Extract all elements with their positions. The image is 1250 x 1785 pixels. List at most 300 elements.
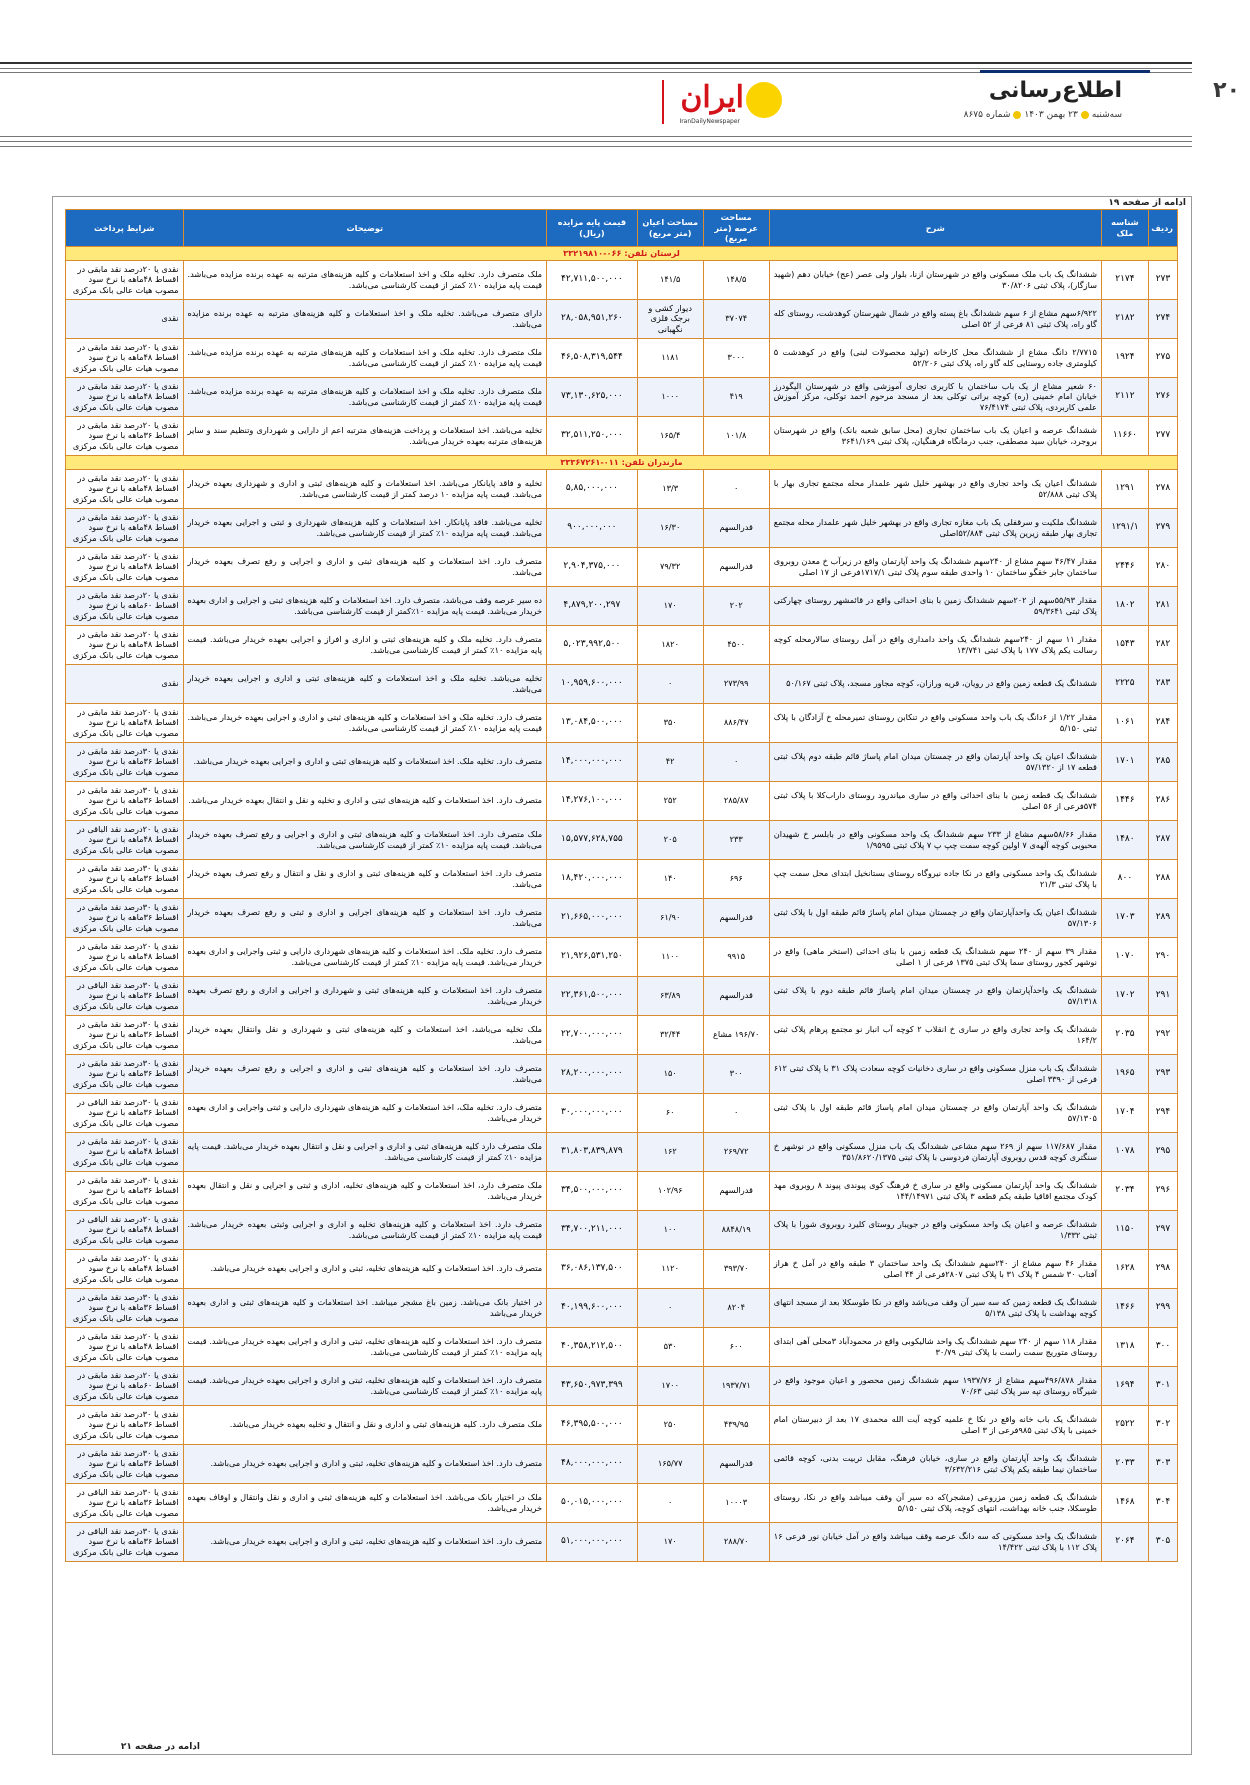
base-price: ۳۲,۵۱۱,۲۵۰,۰۰۰ bbox=[547, 416, 638, 455]
province-header bbox=[66, 455, 1178, 469]
land-area: ۸۸۶/۴۷ bbox=[703, 703, 769, 742]
table-row bbox=[66, 508, 1178, 547]
built-area: ۱۱۸۱ bbox=[637, 338, 703, 377]
built-area: ۱۴۰ bbox=[637, 859, 703, 898]
logo-bar bbox=[662, 80, 664, 124]
built-area: ۱۵۰ bbox=[637, 1054, 703, 1093]
table-row bbox=[66, 338, 1178, 377]
continued-from: ادامه از صفحه ۱۹ bbox=[1108, 198, 1186, 208]
base-price: ۳۴,۵۰۰,۰۰۰,۰۰۰ bbox=[547, 1171, 638, 1210]
payment-terms: نقدی یا ۲۰درصد نقد مابقی در اقساط ۴۸ماهه با نرخ سود مصوب هیات عالی بانک مرکزی bbox=[66, 260, 184, 299]
notes: ملک متصرف دارد، اخذ استعلامات و کلیه هزینه‌های تخلیه، اداری و ثبتی و اجرایی و نقل و انتقال بعهده خریدار می‌باشد. bbox=[183, 1171, 547, 1210]
built-area: ۱۰۰۰ bbox=[637, 377, 703, 416]
table-row bbox=[66, 1327, 1178, 1366]
base-price: ۲,۹۰۴,۳۷۵,۰۰۰ bbox=[547, 547, 638, 586]
base-price: ۴۶,۵۰۸,۳۱۹,۵۴۴ bbox=[547, 338, 638, 377]
payment-terms: نقدی یا ۲۰درصد نقد مابقی در اقساط ۴۸ماهه با نرخ سود مصوب هیات عالی بانک مرکزی bbox=[66, 937, 184, 976]
payment-terms: نقدی یا ۲۰درصد نقد الباقی در اقساط ۴۸ماهه با نرخ سود مصوب هیات عالی بانک مرکزی bbox=[66, 1210, 184, 1249]
base-price: ۴۸,۰۰۰,۰۰۰,۰۰۰ bbox=[547, 1444, 638, 1483]
property-id: ۱۲۹۱ bbox=[1101, 469, 1148, 508]
col-header: شرح bbox=[769, 210, 1101, 247]
table-row bbox=[66, 859, 1178, 898]
description: ششدانگ یک واحد آپارتمان واقع در چمستان میدان امام پاساژ قائم طبقه اول با پلاک ثبتی ۵۷/۱۳۰۵ bbox=[769, 1093, 1101, 1132]
province-header bbox=[66, 246, 1178, 260]
table-row bbox=[66, 625, 1178, 664]
built-area: ۶۳/۸۹ bbox=[637, 976, 703, 1015]
continued-to: ادامه در صفحه ۲۱ bbox=[120, 1742, 200, 1752]
table-row bbox=[66, 469, 1178, 508]
built-area: ۱۴۱/۵ bbox=[637, 260, 703, 299]
table-row bbox=[66, 1015, 1178, 1054]
property-id: ۱۶۲۸ bbox=[1101, 1249, 1148, 1288]
notes: متصرف دارد. تخلیه ملک و اخذ استعلامات و کلیه هزینه‌های ثبتی و اداری و اجرایی بعهده خریدار می‌باشد. قیمت پایه مزایده ۱۰٪ کمتر از قیمت کارشناسی می‌باشد. bbox=[183, 703, 547, 742]
row-number: ۲۷۸ bbox=[1148, 469, 1177, 508]
land-area: ۱۰۰۰۳ bbox=[703, 1483, 769, 1522]
description: ششدانگ عرصه و اعیان یک باب ساختمان تجاری (محل سابق شعبه بانک) واقع در شهرستان بروجرد، خیابان سید مصطفی، جنب درمانگاه فرهنگیان، پلاک ثبتی ۳۶۴۱/۱۶۹ bbox=[769, 416, 1101, 455]
table-row bbox=[66, 1249, 1178, 1288]
table-row bbox=[66, 976, 1178, 1015]
auction-table bbox=[65, 209, 1178, 1562]
property-id: ۲۵۲۲ bbox=[1101, 1405, 1148, 1444]
payment-terms: نقدی یا ۲۰درصد نقد مابقی در اقساط ۳۶ماهه با نرخ سود مصوب هیات عالی بانک مرکزی bbox=[66, 416, 184, 455]
notes: متصرف دارد. اخذ استعلامات و کلیه هزینه‌های ثبتی و اداری و نقل و انتقال و رفع تصرف بعهده خریدار می‌باشد. bbox=[183, 859, 547, 898]
row-number: ۲۷۷ bbox=[1148, 416, 1177, 455]
description: مقدار ۱۱۷/۶۸۷ سهم از ۲۶۹ سهم مشاعی ششدانگ یک باب منزل مسکونی واقع در نوشهر خ سنگتری کوچه قدس روبروی آپارتمان فردوسی با پلاک ثبتی ۳۵۱/۸۶۲۰/۱۳۷۵ bbox=[769, 1132, 1101, 1171]
description: مقدار ۴۹۶/۸۷۸سهم مشاع از ۱۹۳۷/۷۶ سهم ششدانگ زمین محصور و اعیان موجود واقع در شیرگاه روستای تپه سر پلاک ثبتی ۷۰/۶۳ bbox=[769, 1366, 1101, 1405]
page-number: ۲۰ bbox=[1213, 78, 1240, 103]
row-number: ۲۹۶ bbox=[1148, 1171, 1177, 1210]
property-id: ۱۴۶۸ bbox=[1101, 1483, 1148, 1522]
property-id: ۱۸۰۲ bbox=[1101, 586, 1148, 625]
col-header: شناسه ملک bbox=[1101, 210, 1148, 247]
payment-terms: نقدی bbox=[66, 664, 184, 703]
col-header: شرایط پرداخت bbox=[66, 210, 184, 247]
property-id: ۲۴۴۶ bbox=[1101, 547, 1148, 586]
built-area: ۳۵۰ bbox=[637, 703, 703, 742]
table-row bbox=[66, 1444, 1178, 1483]
property-id: ۱۱۶۶۰ bbox=[1101, 416, 1148, 455]
payment-terms: نقدی یا ۳۰درصد نقد مابقی در اقساط ۳۶ماهه با نرخ سود مصوب هیات عالی بانک مرکزی bbox=[66, 1171, 184, 1210]
row-number: ۲۷۴ bbox=[1148, 299, 1177, 338]
description: ششدانگ یک قطعه زمین مزروعی (مشجر)که ده سیر آن وقف میباشد واقع در نکا، روستای طوسکلا، جنب خانه بهداشت، انتهای کوچه، پلاک ثبتی ۵/۱۵۰ bbox=[769, 1483, 1101, 1522]
built-area: ۱۸۲۰ bbox=[637, 625, 703, 664]
notes: متصرف دارد. اخذ استعلامات و کلیه هزینه‌های ثبتی و شهرداری و اجرایی و اداری و رفع تصرف بعهده خریدار می‌باشد. bbox=[183, 976, 547, 1015]
notes: در اختیار بانک می‌باشد. زمین باغ مشجر میباشد. اخذ استعلامات و کلیه هزینه‌های ثبتی و اداری بعهده خریدار می‌باشد bbox=[183, 1288, 547, 1327]
description: ۶/۹۲۲سهم مشاع از ۶ سهم ششدانگ باغ پسته واقع در شمال شهرستان کوهدشت، روستای کله گاو راه، پلاک ثبتی ۸۱ فرعی از ۵۲ اصلی bbox=[769, 299, 1101, 338]
base-price: ۵۰,۰۱۵,۰۰۰,۰۰۰ bbox=[547, 1483, 638, 1522]
property-id: ۱۲۹۱/۱ bbox=[1101, 508, 1148, 547]
land-area: ۲۸۵/۸۷ bbox=[703, 781, 769, 820]
row-number: ۲۹۹ bbox=[1148, 1288, 1177, 1327]
payment-terms: نقدی یا ۳۰درصد نقد مابقی در اقساط ۳۶ماهه با نرخ سود مصوب هیات عالی بانک مرکزی bbox=[66, 1405, 184, 1444]
payment-terms: نقدی یا ۳۰درصد نقد مابقی در اقساط ۳۶ماهه با نرخ سود مصوب هیات عالی بانک مرکزی bbox=[66, 859, 184, 898]
base-price: ۳۴,۷۰۰,۲۱۱,۰۰۰ bbox=[547, 1210, 638, 1249]
land-area: قدرالسهم bbox=[703, 547, 769, 586]
table-row bbox=[66, 377, 1178, 416]
notes: متصرف دارد. تخلیه ملک و کلیه هزینه‌های ثبتی و اداری و افراز و اجرایی بعهده خریدار می‌باشد. قیمت پایه مزایده ۱۰٪ کمتر از قیمت کارشناسی می‌باشد. bbox=[183, 625, 547, 664]
land-area: ۰ bbox=[703, 1093, 769, 1132]
description: ششدانگ اعیان یک واحد آپارتمان واقع در چمستان میدان امام پاساژ قائم طبقه دوم پلاک ثبتی قطعه ۱۷ از ۵۷/۱۳۲۰ bbox=[769, 742, 1101, 781]
built-area: ۱۱۲۰ bbox=[637, 1249, 703, 1288]
row-number: ۳۰۴ bbox=[1148, 1483, 1177, 1522]
sun-icon bbox=[746, 82, 782, 118]
land-area: ۳۰۰۰ bbox=[703, 338, 769, 377]
property-id: ۱۷۰۱ bbox=[1101, 742, 1148, 781]
property-id: ۱۰۷۸ bbox=[1101, 1132, 1148, 1171]
payment-terms: نقدی یا ۳۰درصد نقد الباقی در اقساط ۳۶ماهه با نرخ سود مصوب هیات عالی بانک مرکزی bbox=[66, 1483, 184, 1522]
payment-terms: نقدی یا ۳۰درصد نقد الباقی در اقساط ۳۶ماهه با نرخ سود مصوب هیات عالی بانک مرکزی bbox=[66, 1093, 184, 1132]
header-rule-bottom bbox=[0, 141, 1192, 142]
description: ششدانگ یک واحد تجاری واقع در ساری خ انقلاب ۲ کوچه آب انبار نو مجتمع پرهام پلاک ثبتی ۱۶۴/۲ bbox=[769, 1015, 1101, 1054]
row-number: ۲۷۶ bbox=[1148, 377, 1177, 416]
notes: ده سیر عرصه وقف می‌باشد، متصرف دارد. اخذ استعلامات و کلیه هزینه‌های ثبتی و اجرایی و اداری بعهده خریدار می‌باشد. قیمت پایه مزایده ۱۰٪کمتر از قیمت کارشناسی می‌باشد. bbox=[183, 586, 547, 625]
property-id: ۱۴۶۶ bbox=[1101, 1288, 1148, 1327]
header-rule bbox=[0, 68, 1192, 69]
row-number: ۲۸۷ bbox=[1148, 820, 1177, 859]
payment-terms: نقدی یا ۳۰درصد نقد مابقی در اقساط ۳۶ماهه با نرخ سود مصوب هیات عالی بانک مرکزی bbox=[66, 898, 184, 937]
payment-terms: نقدی یا ۲۰درصد نقد الباقی در اقساط ۴۸ماهه با نرخ سود مصوب هیات عالی بانک مرکزی bbox=[66, 820, 184, 859]
description: مقدار ۳۹ سهم از ۲۴۰ سهم ششدانگ یک قطعه زمین با بنای احداثی (استخر ماهی) واقع در نوشهر کجور روستای سما پلاک ثبتی ۱۳۷۵ فرعی از ۱ اصلی bbox=[769, 937, 1101, 976]
property-id: ۲۱۸۲ bbox=[1101, 299, 1148, 338]
description: ششدانگ یک واحد آپارتمان واقع در ساری، خیابان فرهنگ، مقابل تربیت بدنی، کوچه قائمی ساختمان نیما طبقه یکم پلاک ثبتی ۳/۶۳۲/۲۱۶ bbox=[769, 1444, 1101, 1483]
row-number: ۲۸۰ bbox=[1148, 547, 1177, 586]
built-area: ۴۲ bbox=[637, 742, 703, 781]
land-area: ۲۳۳ bbox=[703, 820, 769, 859]
description: مقدار ۵۸/۶۶سهم مشاع از ۲۳۳ سهم ششدانگ یک واحد مسکونی واقع در بابلسر خ شهیدان محبوبی کوچه آلهه‌ی ۷ اولین کوچه سمت چپ پ ۷ پلاک ثبتی ۱/۹۵۹۵ bbox=[769, 820, 1101, 859]
land-area: ۱۴۸/۵ bbox=[703, 260, 769, 299]
table-row bbox=[66, 416, 1178, 455]
land-area: ۸۸۴۸/۱۹ bbox=[703, 1210, 769, 1249]
notes: متصرف دارد. اخذ استعلامات و کلیه هزینه‌های تخلیه و اداری و اجرایی وثبتی بعهده خریدار می‌باشد. قیمت پایه مزایده ۱۰٪ کمتر از قیمت کارشناسی می‌باشد. bbox=[183, 1210, 547, 1249]
description: مقدار ۴۶ سهم مشاع از ۲۴۰سهم ششدانگ یک واحد ساختمان ۳ طبقه واقع در آمل خ هراز آفتاب ۳۰ شمس ۴ پلاک ۳۱ با پلاک ثبتی ۲۸۰۷فرعی از ۴۴ اصلی bbox=[769, 1249, 1101, 1288]
table-body bbox=[66, 246, 1178, 1561]
land-area: قدرالسهم bbox=[703, 1444, 769, 1483]
payment-terms: نقدی یا ۳۰درصد نقد الباقی در اقساط ۳۶ماهه با نرخ سود مصوب هیات عالی بانک مرکزی bbox=[66, 1522, 184, 1561]
table-row bbox=[66, 742, 1178, 781]
dot-icon bbox=[1081, 111, 1089, 119]
base-price: ۱۴,۲۷۶,۱۰۰,۰۰۰ bbox=[547, 781, 638, 820]
built-area: ۱۶۵/۴ bbox=[637, 416, 703, 455]
description: ششدانگ یک باب ملک مسکونی واقع در شهرستان ازنا، بلوار ولی عصر (عج) خیابان دهم (شهید سازگار)، پلاک ثبتی ۳۰/۸۲۰۶ bbox=[769, 260, 1101, 299]
row-number: ۲۸۹ bbox=[1148, 898, 1177, 937]
payment-terms: نقدی یا ۲۰درصد نقد مابقی در اقساط ۴۸ماهه با نرخ سود مصوب هیات عالی بانک مرکزی bbox=[66, 469, 184, 508]
property-id: ۲۰۳۴ bbox=[1101, 1171, 1148, 1210]
base-price: ۴۶,۳۹۵,۵۰۰,۰۰۰ bbox=[547, 1405, 638, 1444]
property-id: ۱۶۹۴ bbox=[1101, 1366, 1148, 1405]
base-price: ۱۰,۹۵۹,۶۰۰,۰۰۰ bbox=[547, 664, 638, 703]
payment-terms: نقدی یا ۳۰درصد نقد مابقی در اقساط ۳۶ماهه با نرخ سود مصوب هیات عالی بانک مرکزی bbox=[66, 1288, 184, 1327]
payment-terms: نقدی یا ۳۰درصد نقد مابقی در اقساط ۳۶ماهه با نرخ سود مصوب هیات عالی بانک مرکزی bbox=[66, 781, 184, 820]
notes: متصرف دارد. تخلیه ملک. اخذ استعلامات و کلیه هزینه‌های ثبتی و اداری و اجرایی بعهده خریدار می‌باشد. bbox=[183, 742, 547, 781]
land-area: قدرالسهم bbox=[703, 898, 769, 937]
property-id: ۱۳۱۸ bbox=[1101, 1327, 1148, 1366]
table-row bbox=[66, 1210, 1178, 1249]
land-area: ۲۷۳/۹۹ bbox=[703, 664, 769, 703]
row-number: ۲۹۵ bbox=[1148, 1132, 1177, 1171]
property-id: ۱۰۶۱ bbox=[1101, 703, 1148, 742]
notes: ملک متصرف دارد. تخلیه ملک و اخذ استعلامات و کلیه هزینه‌های مترتبه به عهده برنده مزایده می‌باشد. قیمت پایه مزایده ۱۰٪ کمتر از قیمت کارشناسی می‌باشد. bbox=[183, 338, 547, 377]
base-price: ۴۲,۷۱۱,۵۰۰,۰۰۰ bbox=[547, 260, 638, 299]
description: ششدانگ اعیان یک واحدآپارتمان واقع در چمستان میدان امام پاساژ قائم طبقه اول با پلاک ثبتی ۵۷/۱۳۰۶ bbox=[769, 898, 1101, 937]
base-price: ۱۵,۵۷۷,۶۲۸,۷۵۵ bbox=[547, 820, 638, 859]
base-price: ۲۱,۶۶۵,۰۰۰,۰۰۰ bbox=[547, 898, 638, 937]
property-id: ۱۷۰۴ bbox=[1101, 1093, 1148, 1132]
row-number: ۲۸۸ bbox=[1148, 859, 1177, 898]
table-row bbox=[66, 547, 1178, 586]
col-header: ردیف bbox=[1148, 210, 1177, 247]
notes: متصرف دارد. اخذ استعلامات و کلیه هزینه‌های اجرایی و اداری و ثبتی و رفع تصرف بعهده خریدار می‌باشد. bbox=[183, 898, 547, 937]
row-number: ۲۹۱ bbox=[1148, 976, 1177, 1015]
property-id: ۲۰۳۳ bbox=[1101, 1444, 1148, 1483]
base-price: ۲۸,۲۰۰,۰۰۰,۰۰۰ bbox=[547, 1054, 638, 1093]
row-number: ۳۰۳ bbox=[1148, 1444, 1177, 1483]
built-area: ۱۷۰ bbox=[637, 586, 703, 625]
table-header bbox=[66, 210, 1178, 247]
row-number: ۲۷۵ bbox=[1148, 338, 1177, 377]
payment-terms: نقدی یا ۲۰درصد نقد مابقی در اقساط ۴۸ماهه با نرخ سود مصوب هیات عالی بانک مرکزی bbox=[66, 1327, 184, 1366]
base-price: ۱۸,۴۲۰,۰۰۰,۰۰۰ bbox=[547, 859, 638, 898]
dateline-day: سه‌شنبه bbox=[1091, 110, 1122, 120]
notes: دارای متصرف می‌باشد. تخلیه ملک و اخذ استعلامات و کلیه هزینه‌های مترتبه به عهده برنده مزایده می‌باشد. bbox=[183, 299, 547, 338]
section-rule bbox=[980, 70, 1150, 73]
property-id: ۱۷۰۳ bbox=[1101, 898, 1148, 937]
table-row bbox=[66, 1405, 1178, 1444]
property-id: ۲۱۷۴ bbox=[1101, 260, 1148, 299]
notes: ملک تخلیه می‌باشد، اخذ استعلامات و کلیه هزینه‌های ثبتی و شهرداری و نقل وانتقال بعهده خریدار می‌باشد. bbox=[183, 1015, 547, 1054]
notes: متصرف دارد. اخذ استعلامات و کلیه هزینه‌های تخلیه، ثبتی و اداری و اجرایی بعهده خریدار می‌باشد. قیمت پایه مزایده ۱۰٪ کمتر از قیمت کارشناسی می‌باشد. bbox=[183, 1327, 547, 1366]
land-area: ۰ bbox=[703, 469, 769, 508]
table-row bbox=[66, 1522, 1178, 1561]
row-number: ۲۷۹ bbox=[1148, 508, 1177, 547]
payment-terms: نقدی یا ۲۰درصد نقد مابقی در اقساط ۴۸ماهه با نرخ سود مصوب هیات عالی بانک مرکزی bbox=[66, 625, 184, 664]
description: مقدار ۱۱ سهم از ۲۴۰سهم ششدانگ یک واحد دامداری واقع در آمل روستای سالارمحله کوچه رسالت یکم پلاک ۱۷۷ با پلاک ثبتی ۱۳/۷۴۱ bbox=[769, 625, 1101, 664]
row-number: ۳۰۱ bbox=[1148, 1366, 1177, 1405]
base-price: ۹۰۰,۰۰۰,۰۰۰ bbox=[547, 508, 638, 547]
property-id: ۱۷۰۲ bbox=[1101, 976, 1148, 1015]
base-price: ۳۰,۰۰۰,۰۰۰,۰۰۰ bbox=[547, 1093, 638, 1132]
land-area: ۰ bbox=[703, 742, 769, 781]
base-price: ۲۸,۰۵۸,۹۵۱,۲۶۰ bbox=[547, 299, 638, 338]
description: ششدانگ یک واحد آپارتمان مسکونی واقع در ساری خ فرهنگ کوی پیوندی پیوند ۸ روبروی مهد کودک مجتمع اقاقیا طبقه یکم قطعه ۳ پلاک ثبتی ۱۴۴/۱۴۹۷۱ bbox=[769, 1171, 1101, 1210]
notes: ملک متصرف دارد. تخلیه ملک و اخذ استعلامات و کلیه هزینه‌های مترتبه به عهده برنده مزایده می‌باشد. قیمت پایه مزایده ۱۰٪ کمتر از قیمت کارشناسی می‌باشد. bbox=[183, 260, 547, 299]
province-title: مازندران تلفن: ۰۱۱-۳۳۳۶۷۲۶۱ bbox=[66, 455, 1178, 469]
base-price: ۴,۸۷۹,۲۰۰,۲۹۷ bbox=[547, 586, 638, 625]
base-price: ۵۱,۰۰۰,۰۰۰,۰۰۰ bbox=[547, 1522, 638, 1561]
built-area: ۱۷۰ bbox=[637, 1522, 703, 1561]
built-area: ۱۷۰۰ bbox=[637, 1366, 703, 1405]
built-area: ۱۰۰ bbox=[637, 1210, 703, 1249]
land-area: قدرالسهم bbox=[703, 1171, 769, 1210]
description: ششدانگ یک باب منزل مسکونی واقع در ساری دخانیات کوچه سعادت پلاک ۳۱ با پلاک ثبتی ۶۱۲ فرعی از ۳۳۹۰ اصلی bbox=[769, 1054, 1101, 1093]
notes: متصرف دارد. اخذ استعلامات و کلیه هزینه‌های ثبتی و اداری و اجرایی و رفع تصرف بعهده خریدار می‌باشد. bbox=[183, 1054, 547, 1093]
notes: تخلیه می‌باشد. تخلیه ملک و اخذ استعلامات و کلیه هزینه‌های ثبتی و اداری و اجرایی بعهده خریدار می‌باشد. bbox=[183, 664, 547, 703]
notes: ملک متصرف دارد. اخذ استعلامات و کلیه هزینه‌های ثبتی و اداری و اجرایی و رفع تصرف بعهده خریدار می‌باشد. قیمت پایه مزایده ۱۰٪ کمتر از قیمت کارشناسی می‌باشد. bbox=[183, 820, 547, 859]
land-area: ۱۹۶/۷۰ مشاع bbox=[703, 1015, 769, 1054]
base-price: ۴۳,۶۵۰,۹۷۳,۳۹۹ bbox=[547, 1366, 638, 1405]
property-id: ۲۰۳۵ bbox=[1101, 1015, 1148, 1054]
header-rule-bottom bbox=[0, 146, 1192, 147]
notes: ملک متصرف دارد. تخلیه ملک و اخذ استعلامات و کلیه هزینه‌های مترتبه به عهده برنده مزایده می‌باشد. قیمت پایه مزایده ۱۰٪ کمتر از قیمت کارشناسی می‌باشد. bbox=[183, 377, 547, 416]
description: ششدانگ یک واحدآپارتمان واقع در چمستان میدان امام پاساژ قائم طبقه دوم با پلاک ثبتی ۵۷/۱۳۱۸ bbox=[769, 976, 1101, 1015]
description: ششدانگ یک قطعه زمین واقع در رویان، قریه ورازان، کوچه مجاور مسجد، پلاک ثبتی ۵۰/۱۶۷ bbox=[769, 664, 1101, 703]
built-area: ۷۹/۳۲ bbox=[637, 547, 703, 586]
description: ششدانگ یک واحد مسکونی که سه دانگ عرصه وقف میباشد واقع در آمل خیابان نور فرعی ۱۶ پلاک ۱۱۲ با پلاک ثبتی ۱۴/۴۲۲ bbox=[769, 1522, 1101, 1561]
description: ششدانگ یک قطعه زمین با بنای احداثی واقع در ساری میاندرود روستای داراب‌کلا با پلاک ثبتی ۵۷۴فرعی از ۵۶ اصلی bbox=[769, 781, 1101, 820]
built-area: ۰ bbox=[637, 1288, 703, 1327]
row-number: ۳۰۲ bbox=[1148, 1405, 1177, 1444]
property-id: ۱۹۲۴ bbox=[1101, 338, 1148, 377]
col-header: مساحت اعیان (متر مربع) bbox=[637, 210, 703, 247]
notes: ملک متصرف دارد کلیه هزینه‌های ثبتی و اداری و اجرایی و نقل و انتقال بعهده خریدار می‌باشد. قیمت پایه مزایده ۱۰٪ کمتر از قیمت کارشناسی می‌باشد. bbox=[183, 1132, 547, 1171]
col-header: مساحت عرصه (متر مربع) bbox=[703, 210, 769, 247]
newspaper-logo bbox=[662, 80, 782, 128]
payment-terms: نقدی یا ۲۰درصد نقد مابقی در اقساط ۶۰ماهه با نرخ سود مصوب هیات عالی بانک مرکزی bbox=[66, 586, 184, 625]
header-rule-top bbox=[0, 62, 1192, 64]
property-id: ۱۰۷۰ bbox=[1101, 937, 1148, 976]
logo-subtitle: IranDailyNewspaper bbox=[679, 118, 740, 125]
land-area: ۴۱۹ bbox=[703, 377, 769, 416]
base-price: ۷۳,۱۳۰,۶۲۵,۰۰۰ bbox=[547, 377, 638, 416]
built-area: ۰ bbox=[637, 664, 703, 703]
built-area: ۱۶/۳۰ bbox=[637, 508, 703, 547]
notes: ملک در اختیار بانک می‌باشد. اخذ استعلامات و کلیه هزینه‌های ثبتی و اداری و نقل وانتقال و اوقاف بعهده خریدار می‌باشد. bbox=[183, 1483, 547, 1522]
description: ششدانگ عرصه و اعیان یک واحد مسکونی واقع در جویبار روستای کلیرد روبروی شورا با پلاک ثبتی ۱/۳۳۲ bbox=[769, 1210, 1101, 1249]
land-area: ۴۳۹/۹۵ bbox=[703, 1405, 769, 1444]
description: ششدانگ اعیان یک واحد تجاری واقع در بهشهر خلیل شهر علمدار محله مجتمع تجاری بهار با پلاک ثبتی ۵۲/۸۸۸ bbox=[769, 469, 1101, 508]
logo-text: ایران bbox=[680, 80, 744, 115]
table-row bbox=[66, 664, 1178, 703]
province-title: لرستان تلفن: ۰۶۶-۳۳۲۱۹۸۱۰ bbox=[66, 246, 1178, 260]
land-area: ۳۷۰۷۴ bbox=[703, 299, 769, 338]
base-price: ۲۲,۳۶۱,۵۰۰,۰۰۰ bbox=[547, 976, 638, 1015]
notes: متصرف دارد. اخذ استعلامات و کلیه هزینه‌های ثبتی و اداری و اجرایی و رفع تصرف بعهده خریدار می‌باشد. bbox=[183, 547, 547, 586]
base-price: ۱۳,۰۸۴,۵۰۰,۰۰۰ bbox=[547, 703, 638, 742]
notes: تخلیه می‌باشد. اخذ استعلامات و پرداخت هزینه‌های مترتبه اعم از دارایی و شهرداری وتنظیم سند و سایر هزینه‌های مترتبه بعهده خریدار می‌باشد. bbox=[183, 416, 547, 455]
notes: ملک متصرف دارد. کلیه هزینه‌های ثبتی و اداری و نقل و انتقال و تخلیه بعهده خریدار می‌باشد. bbox=[183, 1405, 547, 1444]
payment-terms: نقدی یا ۲۰درصد نقد مابقی در اقساط ۴۸ماهه با نرخ سود مصوب هیات عالی بانک مرکزی bbox=[66, 508, 184, 547]
notes: متصرف دارد. اخذ استعلامات و کلیه هزینه‌های ثبتی و اداری و تخلیه و نقل و انتقال بعهده خریدار می‌باشد. bbox=[183, 781, 547, 820]
built-area: دیوار کشی و برجک فلزی نگهبانی bbox=[637, 299, 703, 338]
col-header: توضیحات bbox=[183, 210, 547, 247]
row-number: ۲۸۶ bbox=[1148, 781, 1177, 820]
property-id: ۱۴۴۶ bbox=[1101, 781, 1148, 820]
notes: تخلیه و فاقد پایانکار می‌باشد. اخذ استعلامات و کلیه هزینه‌های ثبتی و اداری و شهرداری بعهده خریدار می‌باشد. قیمت پایه مزایده ۱۰ درصد کمتر از قیمت کارشناسی می‌باشد. bbox=[183, 469, 547, 508]
base-price: ۴۰,۱۹۹,۶۰۰,۰۰۰ bbox=[547, 1288, 638, 1327]
land-area: ۲۸۸/۷۰ bbox=[703, 1522, 769, 1561]
notes: متصرف دارد. تخلیه ملک، اخذ استعلامات و کلیه هزینه‌های شهرداری دارایی و ثبتی واجرایی و اداری بعهده خریدار می‌باشد. bbox=[183, 1093, 547, 1132]
header-rule-bottom bbox=[0, 136, 1192, 137]
payment-terms: نقدی یا ۲۰درصد نقد مابقی در اقساط ۴۸ماهه با نرخ سود مصوب هیات عالی بانک مرکزی bbox=[66, 547, 184, 586]
land-area: ۹۹۱۵ bbox=[703, 937, 769, 976]
row-number: ۳۰۵ bbox=[1148, 1522, 1177, 1561]
land-area: ۳۹۳/۷۰ bbox=[703, 1249, 769, 1288]
built-area: ۶۰ bbox=[637, 1093, 703, 1132]
table-row bbox=[66, 1171, 1178, 1210]
table-row bbox=[66, 781, 1178, 820]
col-header: قیمت پایه مزایده (ریال) bbox=[547, 210, 638, 247]
base-price: ۳۱,۸۰۳,۸۳۹,۸۷۹ bbox=[547, 1132, 638, 1171]
land-area: ۶۰۰ bbox=[703, 1327, 769, 1366]
built-area: ۱۶۵/۷۷ bbox=[637, 1444, 703, 1483]
row-number: ۲۸۳ bbox=[1148, 664, 1177, 703]
notes: متصرف دارد. تخلیه ملک. اخذ استعلامات و کلیه هزینه‌های شهرداری دارایی و ثبتی واجرایی و اداری بعهده خریدار می‌باشد. قیمت پایه مزایده ۱۰٪ کمتر از قیمت کارشناسی می‌باشد. bbox=[183, 937, 547, 976]
description: مقدار ۵۵/۹۳سهم از ۲۰۲سهم ششدانگ زمین با بنای احداثی واقع در قائمشهر روستای چهارکتی پلاک ثبتی ۵۹/۳۶۴۱ bbox=[769, 586, 1101, 625]
notes: متصرف دارد. اخذ استعلامات و کلیه هزینه‌های تخلیه، ثبتی و اداری و اجرایی بعهده خریدار می‌باشد. bbox=[183, 1444, 547, 1483]
description: مقدار ۱/۲۲ از ۶دانگ یک باب واحد مسکونی واقع در تنکابن روستای تمیرمحله خ آزادگان با پلاک ثبتی ۵/۱۵۰ bbox=[769, 703, 1101, 742]
table-row bbox=[66, 937, 1178, 976]
row-number: ۲۸۴ bbox=[1148, 703, 1177, 742]
base-price: ۲۱,۹۲۶,۵۳۱,۲۵۰ bbox=[547, 937, 638, 976]
base-price: ۵,۰۲۳,۹۹۲,۵۰۰ bbox=[547, 625, 638, 664]
notes: متصرف دارد. اخذ استعلامات و کلیه هزینه‌های تخلیه، ثبتی و اداری و اجرایی بعهده خریدار می‌باشد. bbox=[183, 1522, 547, 1561]
table-row bbox=[66, 299, 1178, 338]
row-number: ۳۰۰ bbox=[1148, 1327, 1177, 1366]
base-price: ۴۰,۳۵۸,۲۱۲,۵۰۰ bbox=[547, 1327, 638, 1366]
row-number: ۲۹۳ bbox=[1148, 1054, 1177, 1093]
land-area: ۲۶۹/۷۲ bbox=[703, 1132, 769, 1171]
land-area: ۳۰۰ bbox=[703, 1054, 769, 1093]
table-row bbox=[66, 820, 1178, 859]
built-area: ۰ bbox=[637, 1483, 703, 1522]
built-area: ۲۰۵ bbox=[637, 820, 703, 859]
land-area: ۲۰۲ bbox=[703, 586, 769, 625]
row-number: ۲۹۲ bbox=[1148, 1015, 1177, 1054]
row-number: ۲۹۰ bbox=[1148, 937, 1177, 976]
row-number: ۲۹۸ bbox=[1148, 1249, 1177, 1288]
row-number: ۲۸۱ bbox=[1148, 586, 1177, 625]
land-area: ۱۹۳۷/۷۱ bbox=[703, 1366, 769, 1405]
land-area: ۶۹۶ bbox=[703, 859, 769, 898]
payment-terms: نقدی یا ۳۰درصد نقد مابقی در اقساط ۳۶ماهه با نرخ سود مصوب هیات عالی بانک مرکزی bbox=[66, 1444, 184, 1483]
description: ششدانگ یک واحد مسکونی واقع در نکا جاده نیروگاه روستای بستانخیل ابتدای محل سمت چپ با پلاک ثبتی ۲۱/۳ bbox=[769, 859, 1101, 898]
description: مقدار ۴۶/۴۷ سهم مشاع از ۲۴۰سهم ششدانگ یک واحد آپارتمان واقع در زیرآب خ معدن روبروی ساختمان جابر خقگو ساختمان ۱۰ واحدی طبقه سوم پلاک ثبتی ۱۷۱۷/۱فرعی از ۱۷ اصلی bbox=[769, 547, 1101, 586]
table-row bbox=[66, 1288, 1178, 1327]
base-price: ۱۴,۰۰۰,۰۰۰,۰۰۰ bbox=[547, 742, 638, 781]
payment-terms: نقدی یا ۳۰درصد نقد مابقی در اقساط ۳۶ماهه با نرخ سود مصوب هیات عالی بانک مرکزی bbox=[66, 1054, 184, 1093]
built-area: ۱۶۲ bbox=[637, 1132, 703, 1171]
description: مقدار ۱۱۸ سهم از ۲۴۰ سهم ششدانگ یک واحد شالیکوبی واقع در محمودآباد ۳محلی آهی ابتدای روستای متوریج سمت راست با پلاک ثبتی ۳۰/۷۹ bbox=[769, 1327, 1101, 1366]
base-price: ۲۲,۷۰۰,۰۰۰,۰۰۰ bbox=[547, 1015, 638, 1054]
property-id: ۲۰۶۴ bbox=[1101, 1522, 1148, 1561]
table-row bbox=[66, 1093, 1178, 1132]
land-area: ۱۰۱/۸ bbox=[703, 416, 769, 455]
payment-terms: نقدی یا ۲۰درصد نقد مابقی در اقساط ۴۸ماهه با نرخ سود مصوب هیات عالی بانک مرکزی bbox=[66, 377, 184, 416]
built-area: ۱۰۲/۹۶ bbox=[637, 1171, 703, 1210]
property-id: ۱۵۴۳ bbox=[1101, 625, 1148, 664]
payment-terms: نقدی یا ۲۰درصد نقد مابقی در اقساط ۴۸ماهه با نرخ سود مصوب هیات عالی بانک مرکزی bbox=[66, 703, 184, 742]
property-id: ۱۴۸۰ bbox=[1101, 820, 1148, 859]
payment-terms: نقدی یا ۳۰درصد نقد الباقی در اقساط ۳۶ماهه با نرخ سود مصوب هیات عالی بانک مرکزی bbox=[66, 976, 184, 1015]
payment-terms: نقدی یا ۲۰درصد نقد مابقی در اقساط ۴۸ماهه با نرخ سود مصوب هیات عالی بانک مرکزی bbox=[66, 1132, 184, 1171]
description: ۶۰ شعیر مشاع از یک باب ساختمان با کاربری تجاری آموزشی واقع در شهرستان الیگودرز خیابان امام خمینی (ره) کوچه براتی توکلی بعد از مسجد مرحوم احمد توکلی، مرکز آموزش علمی کاربردی، پلاک ثبتی ۷۶/۴۱۷۴ bbox=[769, 377, 1101, 416]
description: ۲/۷۷۱۵ دانگ مشاع از ششدانگ محل کارخانه (تولید محصولات لبنی) واقع در کوهدشت ۵ کیلومتری جاده روستایی کله گاو راه، پلاک ثبتی ۵۲/۲۰۶ bbox=[769, 338, 1101, 377]
notes: متصرف دارد. اخذ استعلامات و کلیه هزینه‌های تخلیه، ثبتی و اداری و اجرایی بعهده خریدار می‌باشد. قیمت پایه مزایده ۱۰٪ کمتر از قیمت کارشناسی می‌باشد. bbox=[183, 1366, 547, 1405]
property-id: ۲۱۱۲ bbox=[1101, 377, 1148, 416]
payment-terms: نقدی یا ۲۰درصد نقد مابقی در اقساط ۴۸ماهه با نرخ سود مصوب هیات عالی بانک مرکزی bbox=[66, 338, 184, 377]
description: ششدانگ یک باب خانه واقع در نکا خ علمیه کوچه آیت الله محمدی ۱۷ بعد از دبیرستان امام خمینی با پلاک ثبتی ۹۸۵فرعی از ۳ اصلی bbox=[769, 1405, 1101, 1444]
property-id: ۱۱۵۰ bbox=[1101, 1210, 1148, 1249]
payment-terms: نقدی یا ۲۰درصد نقد مابقی در اقساط ۴۸ماهه با نرخ سود مصوب هیات عالی بانک مرکزی bbox=[66, 1249, 184, 1288]
table-row bbox=[66, 1483, 1178, 1522]
property-id: ۱۹۶۵ bbox=[1101, 1054, 1148, 1093]
dateline-issue: شماره ۸۶۷۵ bbox=[963, 110, 1011, 120]
row-number: ۲۷۳ bbox=[1148, 260, 1177, 299]
land-area: ۸۲۰۴ bbox=[703, 1288, 769, 1327]
land-area: قدرالسهم bbox=[703, 976, 769, 1015]
dateline bbox=[964, 110, 1122, 120]
base-price: ۵,۸۵,۰۰۰,۰۰۰ bbox=[547, 469, 638, 508]
built-area: ۲۵۰ bbox=[637, 1405, 703, 1444]
